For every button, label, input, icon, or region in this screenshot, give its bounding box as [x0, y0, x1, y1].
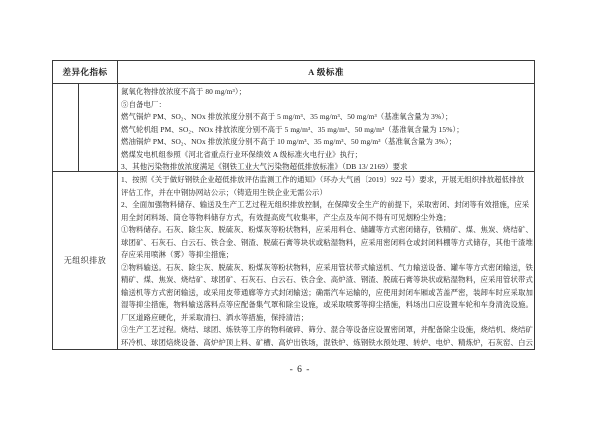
text-line: 燃煤发电机组参照《河北省重点行业环保绩效 A 级标准火电行业》执行； [121, 149, 363, 159]
table-row-organized-emission-cont [53, 84, 534, 172]
text-line: 精矿、煤、焦炭、烧结矿、球团矿、石灰石、白云石、铁合金、高炉渣、钢渣、脱硫石膏等块状或粘湿物料，应采用管状带式 [121, 275, 533, 284]
organized-emission-text [118, 84, 534, 171]
header-grade-a-standard: A 级标准 [308, 67, 344, 77]
text-line: 厂区道路应硬化，并采取清扫、洒水等措施，保持清洁； [121, 312, 309, 322]
fugitive-emission-text [118, 172, 534, 349]
page-number: - 6 - [289, 365, 311, 375]
text-line: 氮氧化物排放浓度不高于 80 mg/m³）； [121, 87, 247, 96]
text-line: 2、全面加强物料储存、输送及生产工艺过程无组织排放控制，在保障安全生产的前提下，采取密闭、封闭等有效措施，应采 [121, 200, 530, 209]
text-line: ②物料输送。石灰、除尘灰、脱硫灰、粉煤灰等粉状物料，应采用管状带式输送机、气力输送设备、罐车等方式密闭输送，铁 [121, 262, 533, 272]
row-label-fugitive-emission: 无组织排放 [53, 172, 118, 349]
text-line: 输送机等方式密闭输送，或采用皮带通廊等方式封闭输送；确需汽车运输的，应使用封闭车厢或苫盖严密，装卸车时应采取加 [121, 287, 533, 297]
table-header-row [53, 61, 534, 84]
text-line: 用全封闭料场、筒仓等物料储存方式，有效提高废气收集率，产尘点及车间不得有可见烟粉尘外逸； [121, 212, 451, 222]
text-line: 3、其他污染物排放浓度满足《钢铁工业大气污染物超低排放标准》（DB 13/ 2169）要求 [121, 162, 408, 171]
text-line: ⑤自备电厂： [121, 99, 166, 109]
header-differentiated-indicator: 差异化指标 [53, 61, 118, 83]
organized-emission-content-cell [118, 84, 534, 171]
grade-a-standard-table [52, 60, 535, 350]
text-line: 存应采用喷淋（雾）等抑尘措施； [121, 250, 234, 259]
text-line: ①物料储存。石灰、除尘灰、脱硫灰、粉煤灰等粉状物料，应采用料仓、储罐等方式密闭储存，铁精矿、煤、焦炭、烧结矿、 [121, 225, 533, 234]
empty-subcell-left [53, 84, 79, 171]
text-line: 燃油锅炉 PM、SO₂、NOx 排放浓度分别不高于 10 mg/m³、35 mg/m³、50 mg/m³（基准氧含量为 3%）； [121, 137, 457, 146]
text-line: ③生产工艺过程。烧结、球团、炼铁等工序的物料破碎、筛分、混合等设备应设置密闭罩，并配备除尘设施，烧结机、烧结矿 [121, 325, 533, 334]
text-line: 评估工作，并在中钢协网站公示；（铸造用生铁企业无需公示） [121, 187, 328, 197]
fugitive-emission-content-cell [118, 172, 534, 349]
text-line: 燃气锅炉 PM、SO₂、NOx 排放浓度分别不高于 5 mg/m³、35 mg/m³、50 mg/m³（基准氧含量为 3%）； [121, 112, 453, 121]
text-line: 燃气轮机组 PM、SO₂、NOx 排放浓度分别不高于 5 mg/m³、35 mg/m³、50 mg/m³（基准氧含量为 15%）； [121, 124, 464, 134]
empty-subcell-right [79, 84, 118, 171]
text-line: 湿等抑尘措施，物料输送落料点等应配备集气罩和除尘设施，或采取喷雾等抑尘措施，料场出口应设置车轮和车身清洗设施。 [121, 300, 533, 309]
text-line: 球团矿、石灰石、白云石、铁合金、钢渣、脱硫石膏等块状或粘湿物料，应采用密闭料仓或封闭料棚等方式储存，其他干渣堆 [121, 237, 533, 247]
text-line: 环冷机、球团焙烧设备、高炉炉顶上料、矿槽、高炉出铁场，混铁炉、炼钢铁水预处理、转炉、电炉、精炼炉，石灰窑、白云 [121, 337, 533, 347]
text-line: 1、按照《关于做好钢铁企业超低排放评估监测工作的通知》（环办大气函〔2019〕922 号）要求，开展无组织排放超低排放 [121, 175, 525, 184]
table-row-fugitive-emission [53, 172, 534, 349]
